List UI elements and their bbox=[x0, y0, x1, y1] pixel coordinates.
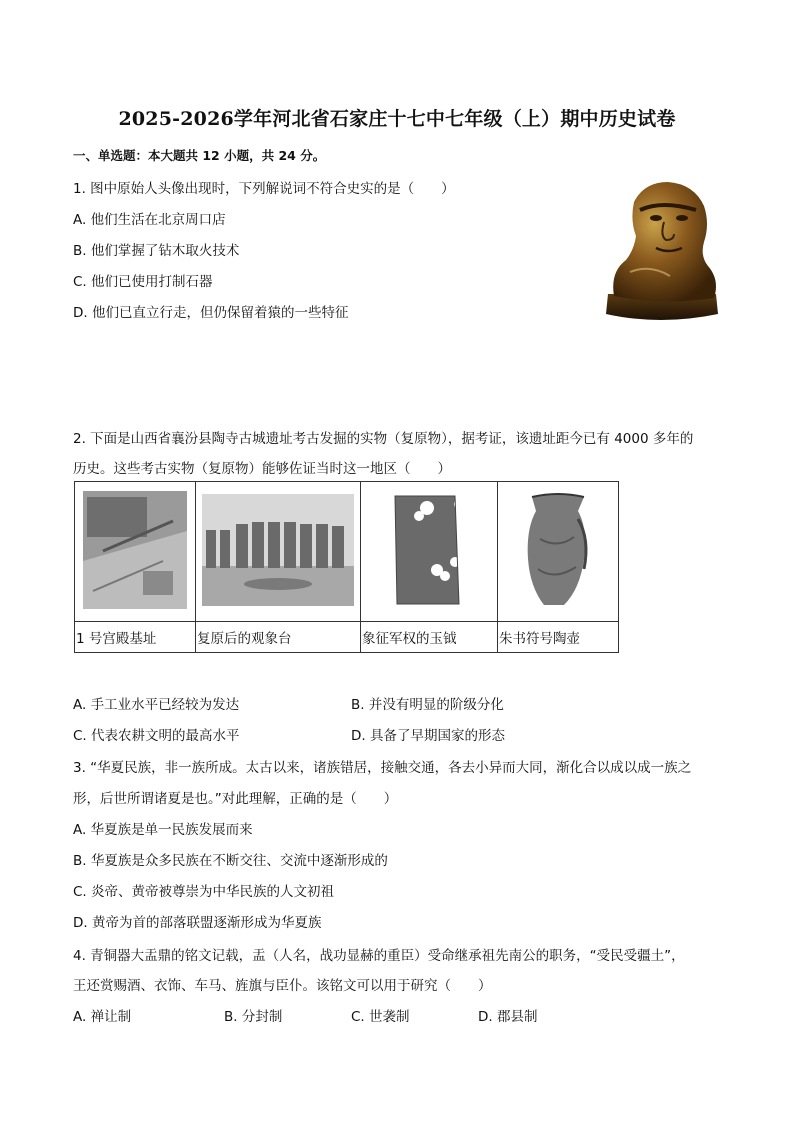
q2-stem-line2: 历史。这些考古实物（复原物）能够佐证当时这一地区（ ） bbox=[73, 461, 451, 477]
q3-option-d: D. 黄帝为首的部落联盟逐渐形成为华夏族 bbox=[73, 915, 322, 931]
q3-option-b: B. 华夏族是众多民族在不断交往、交流中逐渐形成的 bbox=[73, 853, 388, 869]
q1-option-c: C. 他们已使用打制石器 bbox=[73, 274, 213, 290]
palace-foundation-photo bbox=[83, 491, 187, 609]
q4-stem-line1: 4. 青铜器大盂鼎的铭文记载，盂（人名，战功显赫的重臣）受命继承祖先南公的职务，“受民受疆土”， bbox=[73, 948, 685, 964]
jade-axe-photo-cell bbox=[361, 482, 498, 622]
q3-stem-line2: 形，后世所谓诸夏是也。”对此理解，正确的是（ ） bbox=[73, 791, 398, 807]
q1-option-a: A. 他们生活在北京周口店 bbox=[73, 212, 226, 228]
caption-palace-foundation: 1 号宫殿基址 bbox=[75, 622, 196, 653]
exam-title: 2025-2026学年河北省石家庄十七中七年级（上）期中历史试卷 bbox=[118, 108, 676, 130]
q2-option-a: A. 手工业水平已经较为发达 bbox=[73, 697, 240, 713]
q3-stem-line1: 3. “华夏民族，非一族所成。太古以来，诸族错居，接触交通，各去小异而大同，渐化合以成以成一族之 bbox=[73, 760, 692, 776]
q2-option-c: C. 代表农耕文明的最高水平 bbox=[73, 728, 240, 744]
q4-option-a: A. 禅让制 bbox=[73, 1009, 132, 1025]
observatory-photo-cell bbox=[196, 482, 361, 622]
relics-table bbox=[74, 481, 619, 653]
pottery-pot-photo-cell bbox=[498, 482, 619, 622]
q1-option-b: B. 他们掌握了钻木取火技术 bbox=[73, 243, 240, 259]
caption-observatory: 复原后的观象台 bbox=[196, 622, 361, 653]
q2-option-d: D. 具备了早期国家的形态 bbox=[351, 728, 505, 744]
q4-stem-line2: 王还赏赐酒、衣饰、车马、旌旗与臣仆。该铭文可以用于研究（ ） bbox=[73, 978, 492, 994]
q2-stem-line1: 2. 下面是山西省襄汾县陶寺古城遗址考古发掘的实物（复原物），据考证，该遗址距今已有 4000 多年的 bbox=[73, 431, 694, 447]
q4-option-d: D. 郡县制 bbox=[478, 1009, 538, 1025]
jade-axe-photo bbox=[389, 492, 469, 608]
q3-option-a: A. 华夏族是单一民族发展而来 bbox=[73, 822, 253, 838]
q4-option-b: B. 分封制 bbox=[224, 1009, 283, 1025]
caption-jade-axe: 象征军权的玉钺 bbox=[361, 622, 498, 653]
peking-man-bust-image bbox=[600, 176, 724, 324]
q3-option-c: C. 炎帝、黄帝被尊崇为中华民族的人文初祖 bbox=[73, 884, 335, 900]
observatory-photo bbox=[202, 494, 354, 606]
q4-option-c: C. 世袭制 bbox=[351, 1009, 410, 1025]
q1-option-d: D. 他们已直立行走，但仍保留着猿的一些特征 bbox=[73, 305, 349, 321]
pottery-pot-photo bbox=[518, 489, 598, 611]
q2-option-b: B. 并没有明显的阶级分化 bbox=[351, 697, 504, 713]
caption-pottery-pot: 朱书符号陶壶 bbox=[498, 622, 619, 653]
section-heading: 一、单选题：本大题共 12 小题，共 24 分。 bbox=[73, 148, 326, 163]
q1-stem: 1. 图中原始人头像出现时，下列解说词不符合史实的是（ ） bbox=[73, 181, 455, 197]
palace-foundation-photo-cell bbox=[75, 482, 196, 622]
